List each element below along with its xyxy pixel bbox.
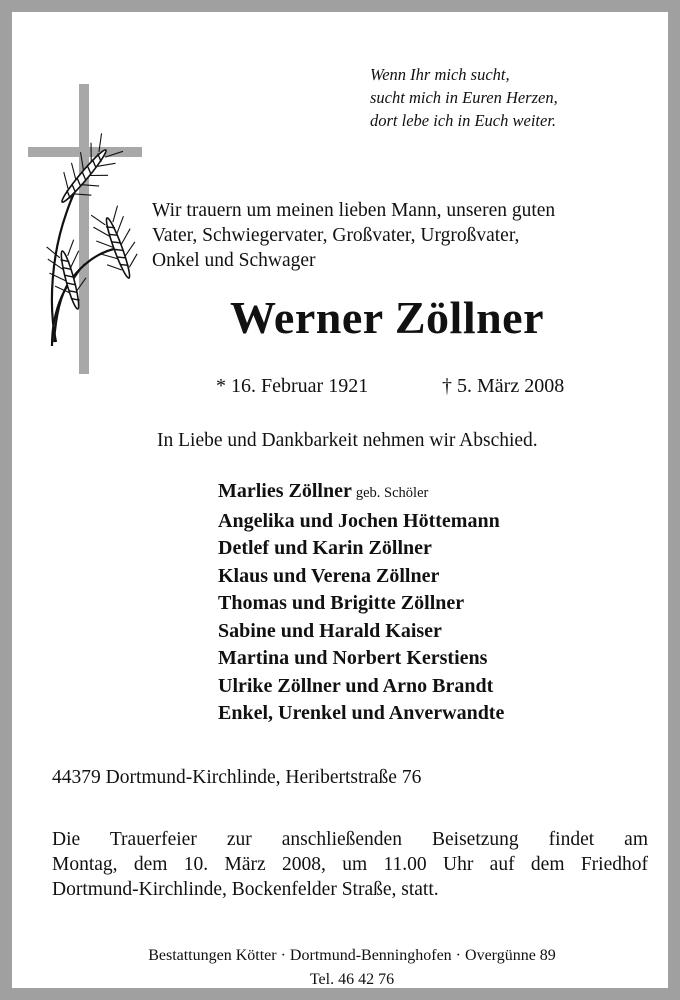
mourner-item: Enkel, Urenkel und Anverwandte [218,702,505,724]
mourner-item: Martina und Norbert Kerstiens [218,647,488,669]
intro-line: Wir trauern um meinen lieben Mann, unseren guten [152,200,556,221]
mourner-name: Marlies Zöllner [218,480,352,502]
mourners-list [218,478,504,728]
undertaker-phone: Tel. 46 42 76 [309,971,395,988]
mourner-item: Angelika und Jochen Höttemann [218,509,500,532]
poem-line: Wenn Ihr mich sucht, [370,65,510,84]
poem-line: sucht mich in Euren Herzen, [370,88,558,107]
birth-date: * 16. Februar 1921 [216,375,369,397]
family-address: 44379 Dortmund-Kirchlinde, Heribertstraße 76 [52,767,422,788]
undertaker-footer [12,944,680,992]
death-date: † 5. März 2008 [442,375,565,397]
intro-line: Vater, Schwiegervater, Großvater, Urgroßvater, [152,225,520,246]
mourner-item: Thomas und Brigitte Zöllner [218,592,465,614]
intro-text [152,198,555,273]
deceased-name: Werner Zöllner [229,292,545,343]
intro-line: Onkel und Schwager [152,250,316,271]
maiden-name-note: geb. Schöler [355,485,429,501]
service-line: Dortmund-Kirchlinde, Bockenfelder Straße, statt. [52,879,439,900]
funeral-service-info [52,827,648,902]
service-line: Die Trauerfeier zur anschließenden Beisetzung findet am [52,829,648,850]
mourner-item: Ulrike Zöllner und Arno Brandt [218,674,494,697]
mourner-item: Detlef und Karin Zöllner [218,537,432,559]
service-line: Montag, dem 10. März 2008, um 11.00 Uhr auf dem Friedhof [52,854,648,875]
mourner-item [218,478,504,508]
poem-line: dort lebe ich in Euch weiter. [370,111,557,130]
undertaker-info: Bestattungen Kötter · Dortmund-Benninghofen · Overgünne 89 [148,947,556,964]
mourner-item: Klaus und Verena Zöllner [218,564,440,587]
mourner-item: Sabine und Harald Kaiser [218,619,442,642]
farewell-text: In Liebe und Dankbarkeit nehmen wir Abschied. [157,430,538,451]
poem-quote [370,63,558,132]
